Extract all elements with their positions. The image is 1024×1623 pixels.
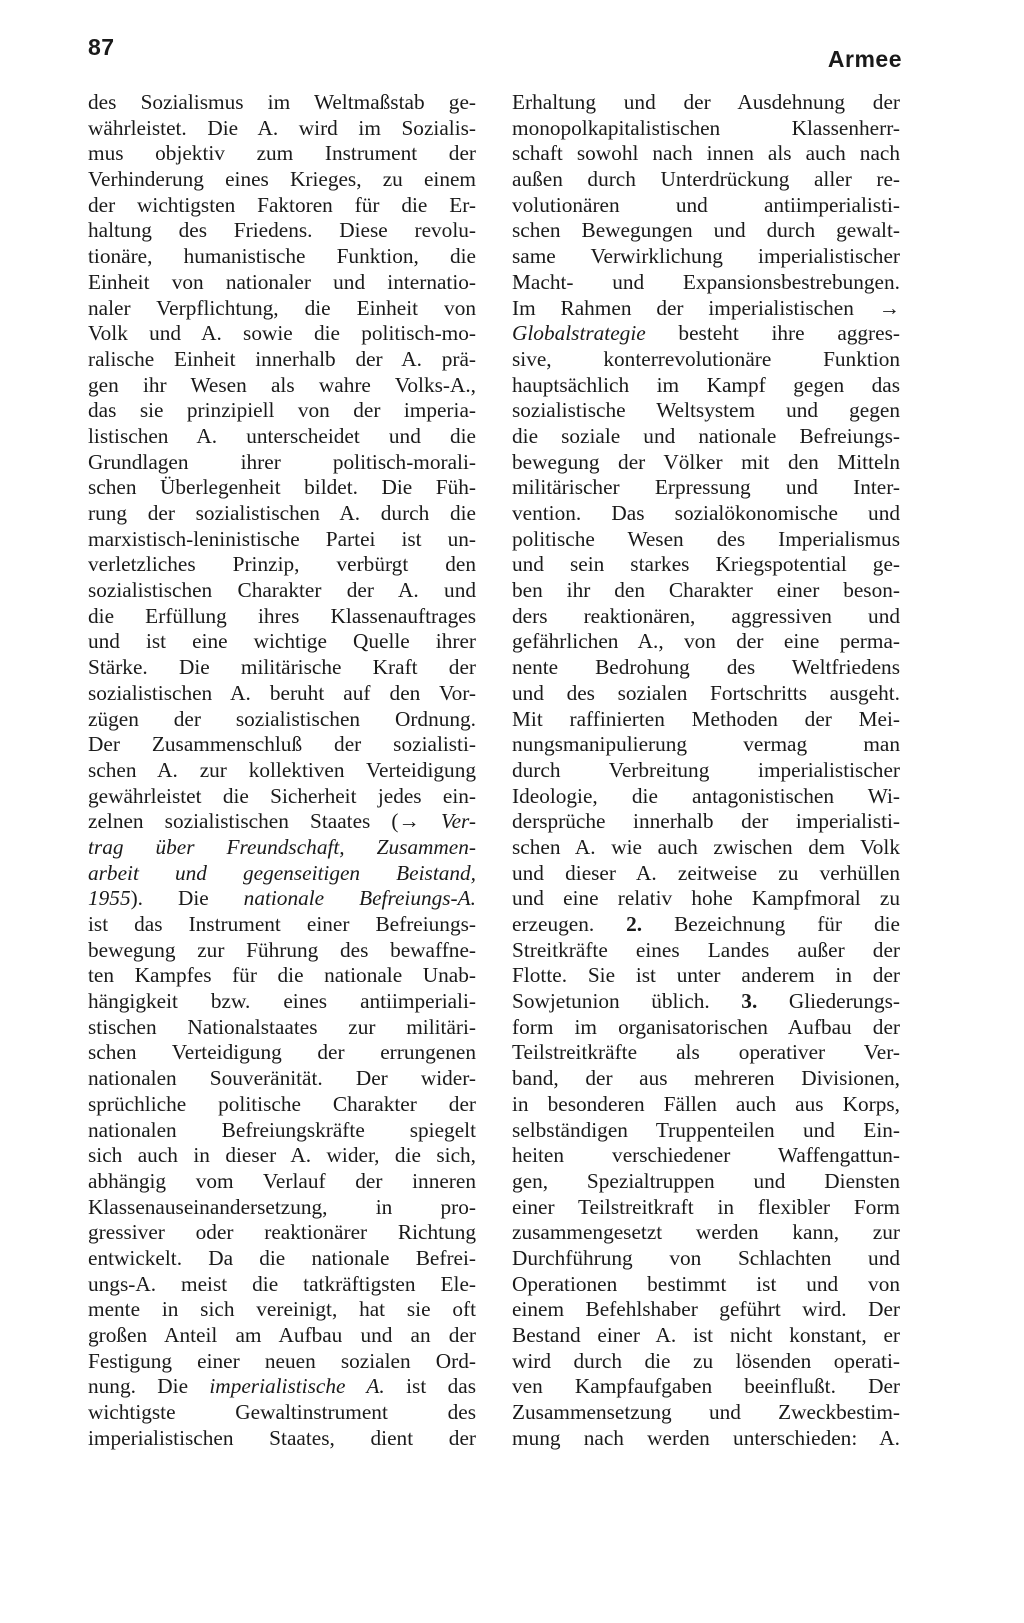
text-line: die soziale und nationale Befreiungs- bbox=[512, 423, 900, 448]
text-line: einem Befehlshaber geführt wird. Der bbox=[512, 1297, 900, 1322]
text-line: Mit raffinierten Methoden der Mei- bbox=[512, 706, 900, 731]
text-line: sozialistischen Charakter der A. und bbox=[88, 578, 476, 603]
text-line: sozialistische Weltsystem und gegen bbox=[512, 398, 900, 423]
text-line: einer Teilstreitkraft in flexibler Form bbox=[512, 1194, 900, 1219]
text-line: durch Verbreitung imperialistischer bbox=[512, 757, 900, 782]
text-line: und eine relativ hohe Kampfmoral zu bbox=[512, 886, 900, 911]
text-line: stischen Nationalstaates zur militäri- bbox=[88, 1014, 476, 1039]
text-line: nungsmanipulierung vermag man bbox=[512, 732, 900, 757]
text-line: Volk und A. sowie die politisch-mo- bbox=[88, 321, 476, 346]
text-line: ders reaktionären, aggressiven und bbox=[512, 603, 900, 628]
text-line: Flotte. Sie ist unter anderem in der bbox=[512, 963, 900, 988]
text-line: sive, konterrevolutionäre Funktion bbox=[512, 346, 900, 371]
text-line: bewegung zur Führung des bewaffne- bbox=[88, 937, 476, 962]
text-line: ist das Instrument einer Befreiungs- bbox=[88, 912, 476, 936]
text-line: die Erfüllung ihres Klassenauftrages bbox=[88, 603, 476, 628]
text-line: trag über Freundschaft, Zusammen- bbox=[88, 834, 476, 859]
text-line: ungs-A. meist die tatkräftigsten Ele- bbox=[88, 1271, 476, 1296]
text-line: schen Verteidigung der errungenen bbox=[88, 1040, 476, 1065]
text-line: das sie prinzipiell von der imperia- bbox=[88, 398, 476, 423]
text-line: währleistet. Die A. wird im Sozialis- bbox=[88, 115, 476, 140]
text-line: schen Bewegungen und durch gewalt- bbox=[512, 218, 900, 243]
text-line: Sowjetunion üblich. 3. Gliederungs- bbox=[512, 989, 900, 1014]
text-line: schen A. zur kollektiven Verteidigung bbox=[88, 757, 476, 782]
text-line: 1955). Die nationale Befreiungs-A. bbox=[88, 886, 476, 911]
text-line: der wichtigsten Faktoren für die Er- bbox=[88, 192, 476, 217]
text-line: Erhaltung und der Ausdehnung der bbox=[512, 90, 900, 114]
text-line: zelnen sozialistischen Staates (→ Ver- bbox=[88, 809, 476, 834]
text-line: schen A. wie auch zwischen dem Volk bbox=[512, 834, 900, 859]
text-line: zusammengesetzt werden kann, zur bbox=[512, 1220, 900, 1245]
text-line: sprüchliche politische Charakter der bbox=[88, 1091, 476, 1116]
text-line: schen Überlegenheit bildet. Die Füh- bbox=[88, 475, 476, 500]
text-line: form im organisatorischen Aufbau der bbox=[512, 1014, 900, 1039]
text-line: band, der aus mehreren Divisionen, bbox=[512, 1066, 900, 1091]
text-line: nationalen Befreiungskräfte spiegelt bbox=[88, 1117, 476, 1142]
text-line: mus objektiv zum Instrument der bbox=[88, 141, 476, 166]
text-line: schaft sowohl nach innen als auch nach bbox=[512, 141, 900, 166]
text-line: sozialistischen A. beruht auf den Vor- bbox=[88, 680, 476, 705]
text-line: gewährleistet die Sicherheit jedes ein- bbox=[88, 783, 476, 808]
text-line: listischen A. unterscheidet und die bbox=[88, 423, 476, 448]
text-line: mente in sich vereinigt, hat sie oft bbox=[88, 1297, 476, 1322]
text-line: arbeit und gegenseitigen Beistand, bbox=[88, 860, 476, 885]
text-line: nationalen Souveränität. Der wider- bbox=[88, 1066, 476, 1091]
text-line: sich auch in dieser A. wider, die sich, bbox=[88, 1143, 476, 1168]
text-line: nente Bedrohung des Weltfriedens bbox=[512, 655, 900, 680]
text-line: Grundlagen ihrer politisch-morali- bbox=[88, 449, 476, 474]
text-line: und ist eine wichtige Quelle ihrer bbox=[88, 629, 476, 654]
left-text-column bbox=[88, 90, 476, 1451]
text-line: same Verwirklichung imperialistischer bbox=[512, 244, 900, 269]
right-text-column bbox=[512, 90, 900, 1451]
text-line: ben ihr den Charakter einer beson- bbox=[512, 578, 900, 603]
text-line: und dieser A. zeitweise zu verhüllen bbox=[512, 860, 900, 885]
text-line: Einheit von nationaler und internatio- bbox=[88, 269, 476, 294]
text-line: hauptsächlich im Kampf gegen das bbox=[512, 372, 900, 397]
text-line: nung. Die imperialistische A. ist das bbox=[88, 1374, 476, 1399]
text-line: Ideologie, die antagonistischen Wi- bbox=[512, 783, 900, 808]
text-line: und sein starkes Kriegspotential ge- bbox=[512, 552, 900, 577]
text-line: gefährlichen A., von der eine perma- bbox=[512, 629, 900, 654]
text-line: zügen der sozialistischen Ordnung. bbox=[88, 706, 476, 731]
text-line: selbständigen Truppenteilen und Ein- bbox=[512, 1117, 900, 1142]
text-line: verletzliches Prinzip, verbürgt den bbox=[88, 552, 476, 577]
running-head: Armee bbox=[827, 46, 902, 72]
text-line: gen ihr Wesen als wahre Volks-A., bbox=[88, 372, 476, 397]
text-line: gen, Spezialtruppen und Diensten bbox=[512, 1168, 900, 1193]
text-line: volutionären und antiimperialisti- bbox=[512, 192, 900, 217]
text-line: mung nach werden unterschieden: A. bbox=[512, 1425, 900, 1450]
text-line: wird durch die zu lösenden operati- bbox=[512, 1348, 900, 1373]
text-line: dersprüche innerhalb der imperialisti- bbox=[512, 809, 900, 834]
text-line: Durchführung von Schlachten und bbox=[512, 1245, 900, 1270]
page-number: 87 bbox=[88, 34, 115, 60]
text-line: entwickelt. Da die nationale Befrei- bbox=[88, 1245, 476, 1270]
text-line: abhängig vom Verlauf der inneren bbox=[88, 1168, 476, 1193]
text-line: heiten verschiedener Waffengattun- bbox=[512, 1143, 900, 1168]
text-line: Macht- und Expansionsbestrebungen. bbox=[512, 269, 900, 294]
text-line: politische Wesen des Imperialismus bbox=[512, 526, 900, 551]
text-line: militärischer Erpressung und Inter- bbox=[512, 475, 900, 500]
text-line: Streitkräfte eines Landes außer der bbox=[512, 937, 900, 962]
text-line: monopolkapitalistischen Klassenherr- bbox=[512, 115, 900, 140]
text-line: erzeugen. 2. Bezeichnung für die bbox=[512, 912, 900, 936]
text-line: Globalstrategie besteht ihre aggres- bbox=[512, 321, 900, 346]
text-line: ralische Einheit innerhalb der A. prä- bbox=[88, 346, 476, 371]
text-line: bewegung der Völker mit den Mitteln bbox=[512, 449, 900, 474]
text-line: Im Rahmen der imperialistischen → bbox=[512, 295, 900, 320]
text-line: naler Verpflichtung, die Einheit von bbox=[88, 295, 476, 320]
text-line: imperialistischen Staates, dient der bbox=[88, 1425, 476, 1450]
text-line: in besonderen Fällen auch aus Korps, bbox=[512, 1091, 900, 1116]
text-line: Bestand einer A. ist nicht konstant, er bbox=[512, 1323, 900, 1347]
text-line: Klassenauseinandersetzung, in pro- bbox=[88, 1194, 476, 1219]
text-line: haltung des Friedens. Diese revolu- bbox=[88, 218, 476, 243]
text-line: rung der sozialistischen A. durch die bbox=[88, 501, 476, 525]
text-line: wichtigste Gewaltinstrument des bbox=[88, 1400, 476, 1425]
text-line: Der Zusammenschluß der sozialisti- bbox=[88, 732, 476, 757]
text-line: Zusammensetzung und Zweckbestim- bbox=[512, 1400, 900, 1425]
text-line: tionäre, humanistische Funktion, die bbox=[88, 244, 476, 269]
text-line: gressiver oder reaktionärer Richtung bbox=[88, 1220, 476, 1245]
text-line: ven Kampfaufgaben beeinflußt. Der bbox=[512, 1374, 900, 1399]
text-line: außen durch Unterdrückung aller re- bbox=[512, 167, 900, 192]
text-line: des Sozialismus im Weltmaßstab ge- bbox=[88, 90, 476, 114]
text-line: ten Kampfes für die nationale Unab- bbox=[88, 963, 476, 988]
text-line: Operationen bestimmt ist und von bbox=[512, 1271, 900, 1296]
text-line: hängigkeit bzw. eines antiimperiali- bbox=[88, 989, 476, 1014]
text-line: Festigung einer neuen sozialen Ord- bbox=[88, 1348, 476, 1373]
text-line: Verhinderung eines Krieges, zu einem bbox=[88, 167, 476, 192]
text-line: vention. Das sozialökonomische und bbox=[512, 501, 900, 525]
text-line: großen Anteil am Aufbau und an der bbox=[88, 1323, 476, 1347]
text-line: und des sozialen Fortschritts ausgeht. bbox=[512, 680, 900, 705]
text-line: Stärke. Die militärische Kraft der bbox=[88, 655, 476, 680]
text-line: Teilstreitkräfte als operativer Ver- bbox=[512, 1040, 900, 1065]
text-line: marxistisch-leninistische Partei ist un- bbox=[88, 526, 476, 551]
